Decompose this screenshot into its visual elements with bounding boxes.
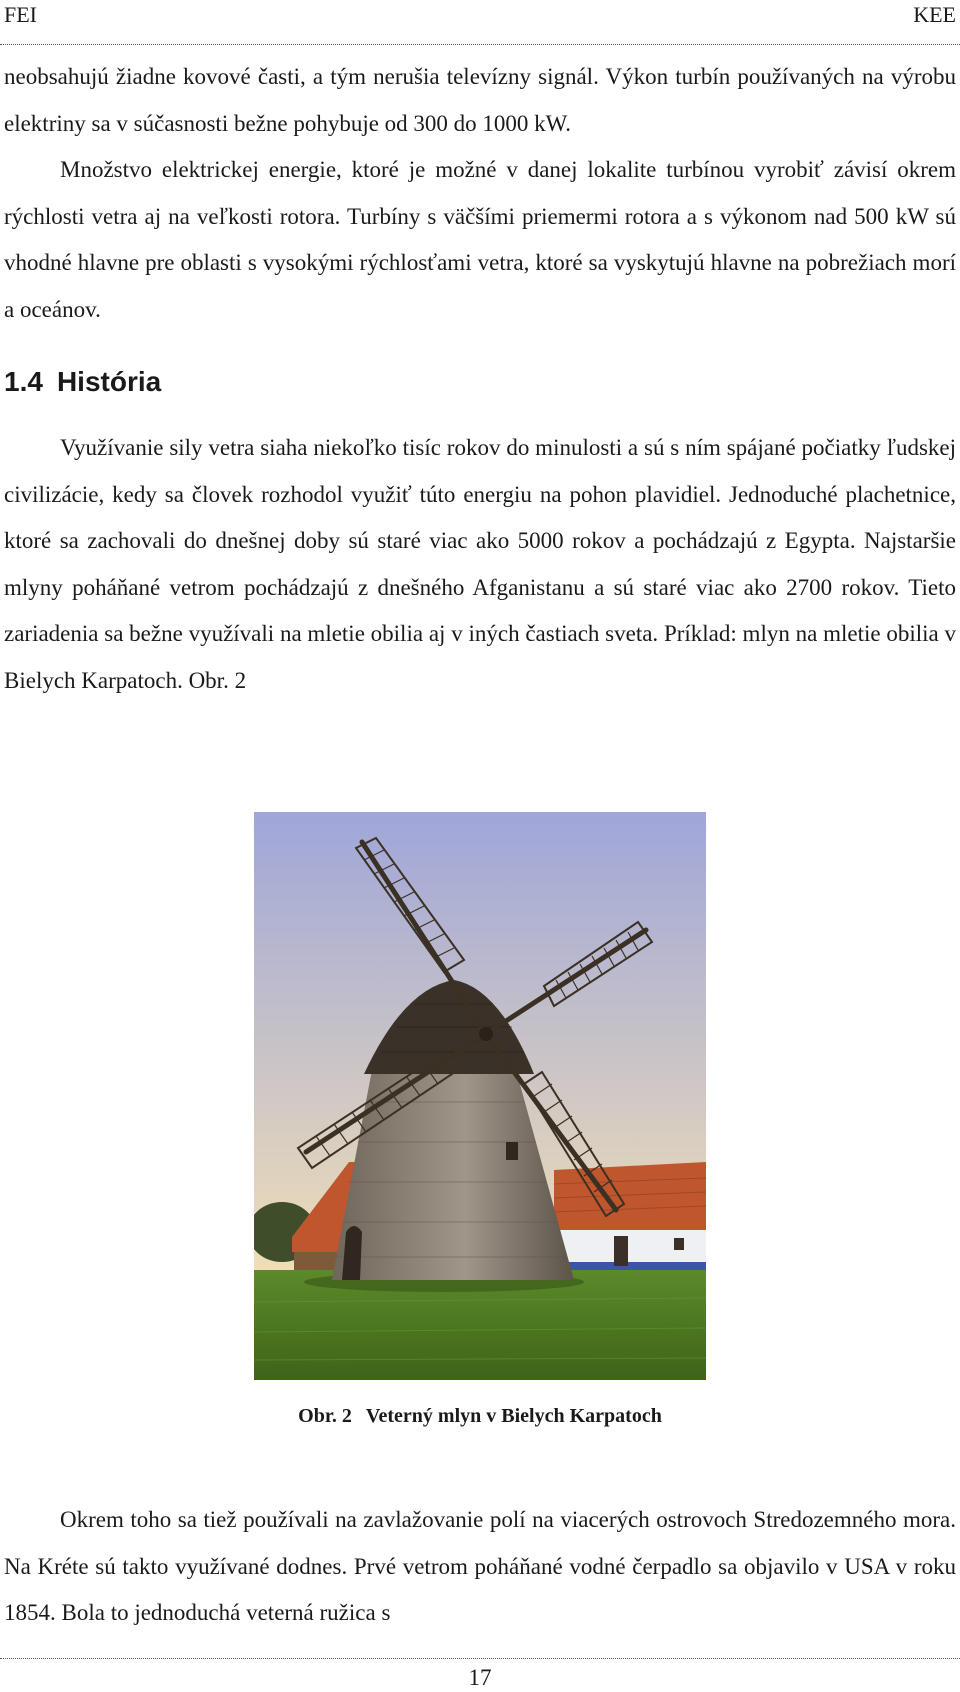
text-block-intro	[4, 54, 956, 333]
text-block-continued	[4, 1497, 956, 1637]
figure-caption-text: Veterný mlyn v Bielych Karpatoch	[365, 1405, 662, 1427]
header-faculty: FEI	[4, 2, 37, 27]
paragraph: neobsahujú žiadne kovové časti, a tým nerušia televízny signál. Výkon turbín používaných na výrobu elektriny sa v súčasnosti bežne pohybuje od 300 do 1000 kW.	[4, 64, 956, 136]
text-block-history	[4, 425, 956, 704]
page-number: 17	[468, 1665, 492, 1690]
paragraph: Okrem toho sa tiež používali na zavlažovanie polí na viacerých ostrovoch Stredozemného mora. Na Kréte sú takto využívané dodnes. Prvé vetrom poháňané vodné čerpadlo sa objavilo v USA v roku 1854. Bola to jednoduchá veterná ružica s	[4, 1507, 956, 1625]
paragraph: Množstvo elektrickej energie, ktoré je možné v danej lokalite turbínou vyrobiť závisí okrem rýchlosti vetra aj na veľkosti rotora. Turbíny s väčšími priemermi rotora a s výkonom nad 500 kW sú vhodné hlavne pre oblasti s vysokými rýchlosťami vetra, ktoré sa vyskytujú hlavne na pobrežiach morí a oceánov.	[4, 157, 956, 322]
section-number: 1.4	[4, 366, 43, 397]
paragraph: Využívanie sily vetra siaha niekoľko tisíc rokov do minulosti a sú s ním spájané počiatky ľudskej civilizácie, kedy sa človek rozhodol využiť túto energiu na pohon plavidiel. Jednoduché plachetnice, ktoré sa zachovali do dnešnej doby sú staré viac ako 5000 rokov a pochádzajú z Egypta. Najstaršie mlyny poháňané vetrom pochádzajú z dnešného Afganistanu a sú staré viac ako 2700 rokov. Tieto zariadenia sa bežne využívali na mletie obilia aj v iných častiach sveta. Príklad: mlyn na mletie obilia v Bielych Karpatoch. Obr. 2	[4, 435, 956, 693]
windmill-photo	[254, 812, 706, 1380]
figure-label: Obr. 2	[298, 1405, 352, 1427]
figure-caption	[0, 1402, 960, 1430]
header-department: KEE	[913, 2, 956, 27]
section-heading	[4, 362, 161, 402]
running-header	[4, 2, 956, 32]
section-title: História	[56, 366, 162, 397]
footer-rule	[0, 1658, 960, 1659]
header-rule	[0, 44, 960, 45]
